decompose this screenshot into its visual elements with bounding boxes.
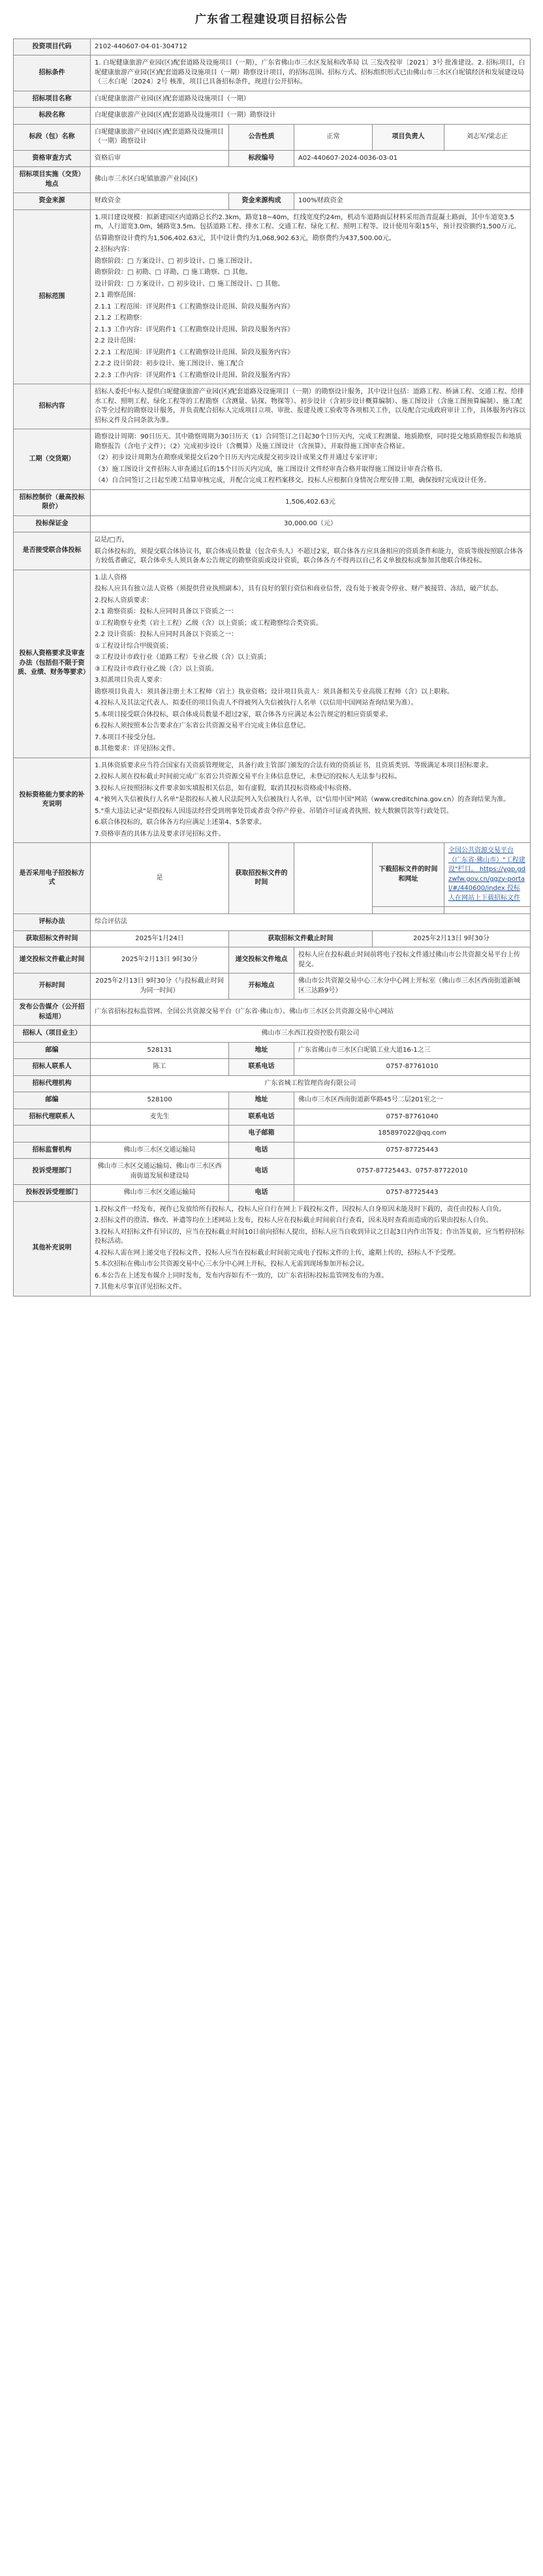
scope-value xyxy=(91,209,531,384)
scope-para: 2.招标内容： xyxy=(95,246,134,254)
notes-para: 7.资格审查的具体方法及要求详见招标文件。 xyxy=(95,830,225,838)
notice-type-value: 正常 xyxy=(294,124,373,150)
duration-para: （3）施工图设计文件招标人审查通过后的15个日历天内完成，施工图设计文件经审查合格并取得施工图设计审查合格书。 xyxy=(95,465,447,473)
ticket-value: 佛山市三水区交通运输局 xyxy=(91,1185,229,1202)
eligibility-para: ①工程设计综合甲级资质； xyxy=(95,642,172,650)
ticket-label: 投标投诉受理部门 xyxy=(14,1185,91,1202)
submit-value: 2025年2月13日 9时30分 xyxy=(91,947,229,974)
scope-para: 2.2.3 工作内容：详见附件1《工程勘察设计范围、阶段及服务内容》 xyxy=(95,371,294,379)
agent-zip-value: 528100 xyxy=(91,1092,229,1109)
notes-para: 2.投标人须在投标截止时间前完成广东省公共资源交易平台主体信息登记，未登记的投标人无法参与投标。 xyxy=(95,773,401,781)
scope-para: 2.2.2 设计阶段：初步设计、施工图设计、施工配合 xyxy=(95,360,244,368)
row-section xyxy=(14,124,531,150)
row-owner xyxy=(14,1026,531,1043)
funding-ratio-value: 100%财政资金 xyxy=(294,193,531,210)
other-para: 4.投标人需在网上递交电子投标文件，投标人应当在投标截止时间前完成电子投标文件的上传，逾期上传的，招标人不予受理。 xyxy=(95,1249,460,1257)
agent-email-row-blank xyxy=(91,1126,229,1142)
project-name-label: 招标项目名称 xyxy=(14,91,91,108)
eligibility-para: 勘察项目负责人：须具备注册土木工程师（岩土）执业资格；设计项目负责人：须具备相关专业高级工程师（含）以上职称。 xyxy=(95,688,454,696)
duration-label: 工期（交货期） xyxy=(14,429,91,490)
page-title: 广东省工程建设项目招标公告 xyxy=(195,13,348,26)
eligibility-para: 2.2 设计资质：投标人应同时具备以下资质之一： xyxy=(95,631,238,639)
agent-email-row-label xyxy=(14,1126,91,1142)
notes-para: 4."被列入失信被执行人名单"是指投标人被人民法院列入失信被执行人名单，以"信用中国"网站（www.creditchina.gov.cn）的查询结果为准。 xyxy=(95,796,510,804)
max-price-label: 招标控制价（最高投标限价） xyxy=(14,489,91,515)
scope-para: 2.2 设计范围： xyxy=(95,337,140,345)
row-funding xyxy=(14,193,531,210)
row-get-time xyxy=(14,930,531,947)
funding-value: 财政资金 xyxy=(91,193,229,210)
row-project-name xyxy=(14,91,531,108)
row-qualify xyxy=(14,150,531,167)
content-value: 招标人委托中标人提供白坭健康旅游产业园(区)配套道路及设施项目（一期）的勘察设计服务，其中设计包括：道路工程、桥涵工程、交通工程、给排水工程、照明工程、绿化工程等的工程勘察（含测量、钻探、物探等）、初步设计（含初步设计概算编制）、施工图设计（含施工图预算编制）、施工配合等全过程的勘察设计服务，并负责配合招标人完成项目立项、审批、报建及竣工验收等各项相关工作，以及配合完成政府审计工作，具体服务内容以招标文件及合同条款为准。 xyxy=(91,384,531,429)
opening-label: 开标时间 xyxy=(14,974,91,1000)
row-supervise xyxy=(14,1142,531,1159)
tender-name-value: 白坭健康旅游产业园(区)配套道路及设施项目（一期）勘察设计 xyxy=(91,108,531,125)
get-docs-label: 获取招投标文件的时间 xyxy=(229,843,294,914)
row-other xyxy=(14,1201,531,1296)
project-leader-label: 项目负责人 xyxy=(373,124,444,150)
supervise-tel-value: 0757-87725443 xyxy=(294,1142,531,1159)
row-duration xyxy=(14,429,531,490)
consortium-value xyxy=(91,532,531,570)
complaint-value: 佛山市三水区交通运输局、佛山市三水区西南街道发展和建设局 xyxy=(91,1159,229,1185)
eligibility-para: 7.本项目不接受分包。 xyxy=(95,733,160,741)
duration-para: （4）自合同签订之日起至竣工结算审核完成，并配合完成工程档案移交。投标人应根据自身情况合理安排工期，确保按时完成设计任务。 xyxy=(95,477,491,485)
supervise-value: 佛山市三水区交通运输局 xyxy=(91,1142,229,1159)
scope-para: 2.1.3 工作内容：详见附件1《工程勘察设计范围、阶段及服务内容》 xyxy=(95,326,294,333)
eligibility-para: 5.本项目接受联合体投标，联合体成员数量不超过2家，联合体各方应满足本公告规定的相应资质要求。 xyxy=(95,711,392,718)
agent-zip-label: 邮编 xyxy=(14,1092,91,1109)
opening-place-value: 佛山市公共资源交易中心三水分中心网上开标室（佛山市三水区西南街道新城区三达路9号） xyxy=(294,974,531,1000)
supervise-label: 招标监督机构 xyxy=(14,1142,91,1159)
download-method-label xyxy=(373,907,444,914)
project-code-label: 投资项目代码 xyxy=(14,38,91,55)
qualify-value: 资格后审 xyxy=(91,150,229,167)
owner-zip-label: 邮编 xyxy=(14,1042,91,1059)
tender-name-label: 标段名称 xyxy=(14,108,91,125)
notes-para: 3.投标人应按照招标文件要求如实填报相关信息，如有虚假，取消其投标资格或中标资格。 xyxy=(95,784,356,792)
eligibility-para: 投标人应具有独立法人资格（须提供营业执照副本），具有良好的银行资信和商业信誉，没有处于被责令停业、财产被接管、冻结，破产状态。 xyxy=(95,585,503,593)
download-label: 下载招标文件的时间和网址 xyxy=(373,843,444,907)
section-label: 标段（包）名称 xyxy=(14,124,91,150)
scope-para: 2.1 勘察范围： xyxy=(95,292,140,299)
row-submit xyxy=(14,947,531,974)
eligibility-para: 6.投标人须按照本公告要求在广东省公共资源交易平台完成主体信息登记。 xyxy=(95,722,310,730)
submit-place-label: 递交投标文件地点 xyxy=(229,947,294,974)
row-max-price xyxy=(14,489,531,515)
download-link[interactable]: 全国公共资源交易平台（广东省·佛山市）"工程建设"栏目。 https://ygp.gdzwfw.gov.cn/ggzy-portal/#/440600/index 投标人在网站上下载招标文件 xyxy=(448,847,526,902)
ticket-tel-label: 电话 xyxy=(229,1185,294,1202)
eligibility-para: 2.投标人资质要求： xyxy=(95,596,153,604)
scope-para: 设计阶段：□ 方案设计、□ 初步设计、□ 施工图设计、□ 其他。 xyxy=(95,280,285,288)
other-value xyxy=(91,1201,531,1296)
consortium-label: 是否接受联合体投标 xyxy=(14,532,91,570)
other-para: 6.本公告在上述发布媒介上同时发布，发布内容如有不一致的，以广东省招标投标监管网发布的为准。 xyxy=(95,1272,388,1280)
max-price-value: 1,506,402.63元 xyxy=(91,489,531,515)
other-label: 其他补充说明 xyxy=(14,1201,91,1296)
scope-label: 招标范围 xyxy=(14,209,91,384)
complaint-tel-label: 电话 xyxy=(229,1159,294,1185)
row-notes xyxy=(14,758,531,843)
scope-para: 勘察阶段：□ 方案设计、□ 初步设计、□ 施工图设计。 xyxy=(95,257,256,265)
supervise-tel-label: 电话 xyxy=(229,1142,294,1159)
project-name-value: 白坭健康旅游产业园(区)配套道路及设施项目（一期） xyxy=(91,91,531,108)
conditions-value: 1. 白坭健康旅游产业园(区)配套道路及设施项目（一期），广东省佛山市三水区发展和改革局 以 三发改投审〔2021〕3号 批准建设。2. 招标项目，白坭健康旅游产业园(区)配套道路及设施项目（一期）勘察设计项目，的招标范围、招标方式、招标组织形式已由佛山市三水区白坭镇经济和发展建设局（三水白坭〔2024〕2号 核准，项目已具备招标条件，现进行公开招标。 xyxy=(91,55,531,91)
row-agent-email xyxy=(14,1126,531,1142)
scope-para: 2.1.1 工程范围：详见附件1《工程勘察设计范围、阶段及服务内容》 xyxy=(95,303,294,311)
eligibility-para: 1.法人资格 xyxy=(95,574,127,581)
bond-value: 30,000.00（元） xyxy=(91,515,531,532)
eligibility-label: 投标人资格要求及审查办法（包括但不限于资质、业绩、财务等要求） xyxy=(14,570,91,758)
location-value: 佛山市三水区白坭镇旅游产业园(区) xyxy=(91,167,531,193)
qualify-label: 资格审查方式 xyxy=(14,150,91,167)
row-agent xyxy=(14,1075,531,1092)
evaluation-label: 评标办法 xyxy=(14,914,91,931)
eligibility-para: 4.投标人及其法定代表人、拟委任的项目负责人不得被列入失信被执行人名单（以信用中国网站查询结果为准）。 xyxy=(95,699,418,707)
scope-para: 2.1.2 工程勘察： xyxy=(95,314,146,322)
row-consortium xyxy=(14,532,531,570)
submit-label: 递交投标文件截止时间 xyxy=(14,947,91,974)
notes-value xyxy=(91,758,531,843)
section-name: 白坭健康旅游产业园(区)配套道路及设施项目（一期）勘察设计 xyxy=(91,124,229,150)
other-para: 2.招标文件的澄清、修改、补遗等均在上述网站上发布，投标人应在投标截止时间前自行查看，因未及时查看而造成的后果由投标人自负。 xyxy=(95,1217,493,1225)
publish-label: 发布公告媒介（公开招标适用） xyxy=(14,1000,91,1026)
owner-tel-label: 联系电话 xyxy=(229,1059,294,1076)
owner-person-label: 招标人联系人 xyxy=(14,1059,91,1076)
agent-person-label: 招标代理联系人 xyxy=(14,1109,91,1126)
duration-value xyxy=(91,429,531,490)
download-method-value xyxy=(444,907,531,914)
consortium-para: ☑是/□否， xyxy=(95,536,129,544)
eligibility-para: ③工程设计市政行业乙级（含）以上资质。 xyxy=(95,665,218,673)
agent-tel-value: 0757-87761040 xyxy=(294,1109,531,1126)
notes-para: 1.具体资质要求应当符合国家有关资质管理规定，具备行政主管部门颁发的合法有效的资质证书，且资质类别、等级满足本项目招标要求。 xyxy=(95,761,493,769)
scope-para: 估算勘察设计费约为1,506,402.63元，其中设计费约为1,068,902.63元，勘察费约为437,500.00元。 xyxy=(95,234,396,242)
content-label: 招标内容 xyxy=(14,384,91,429)
other-para: 5.本次招标在佛山市公共资源交易中心三水分中心网上开标，投标人无需到现场参加开标会议。 xyxy=(95,1261,369,1268)
eligibility-para: 8.其他要求：详见招标文件。 xyxy=(95,745,179,753)
opening-value: 2025年2月13日 9时30分（与投标截止时间为同一时间） xyxy=(91,974,229,1000)
funding-ratio-label: 资金来源构成 xyxy=(229,193,294,210)
scope-para: 2.2.1 工程范围：详见附件1《工程勘察设计范围、阶段及服务内容》 xyxy=(95,348,294,356)
owner-value: 佛山市三水西江投资控股有限公司 xyxy=(91,1026,531,1043)
row-tender-name xyxy=(14,108,531,125)
agent-value: 广东省城工程管理咨询有限公司 xyxy=(91,1075,531,1092)
project-leader-value: 刘志军/梁志正 xyxy=(444,124,531,150)
publish-value: 广东省招标投标监管网、全国公共资源交易平台（广东省·佛山市）、佛山市三水区公共资源交易中心网站 xyxy=(91,1000,531,1026)
notice-type-label: 公告性质 xyxy=(229,124,294,150)
eligibility-para: 3.拟派项目负责人要求： xyxy=(95,677,166,684)
consortium-para: 联合体投标的，须提交联合体协议书，联合体成员数量（包含牵头人）不超过2家，联合体各方应具备相应的资质条件和能力，资质等级按照联合体各方较低者确定，联合体牵头人须具备本公告规定的勘察资质或设计资质，联合体各方不得再以自己名义单独投标或参加其他联合体投标。 xyxy=(95,547,523,565)
section-code-label: 标段编号 xyxy=(229,150,294,167)
download-value xyxy=(444,843,531,907)
agent-tel-label: 联系电话 xyxy=(229,1109,294,1126)
complaint-label: 投诉受理部门 xyxy=(14,1159,91,1185)
row-evaluation xyxy=(14,914,531,931)
location-label: 招标项目实施（交货）地点 xyxy=(14,167,91,193)
conditions-label: 招标条件 xyxy=(14,55,91,91)
owner-addr-value: 广东省佛山市三水区白坭镇工业大道16-1之三 xyxy=(294,1042,531,1059)
evaluation-value: 综合评估法 xyxy=(91,914,531,931)
bond-label: 投标保证金 xyxy=(14,515,91,532)
owner-tel-value: 0757-87761010 xyxy=(294,1059,531,1076)
electronic-label: 是否采用电子招投标方式 xyxy=(14,843,91,914)
row-eligibility xyxy=(14,570,531,758)
owner-person-value: 陈工 xyxy=(91,1059,229,1076)
row-ticket xyxy=(14,1185,531,1202)
agent-addr-label: 地址 xyxy=(229,1092,294,1109)
electronic-value: 是 xyxy=(91,843,229,914)
get-time-label: 获取招标文件时间 xyxy=(14,930,91,947)
row-owner-addr xyxy=(14,1042,531,1059)
duration-para: （2）初步设计周期为在勘察成果提交后20个日历天内完成提交初步设计成果文件并通过专家评审； xyxy=(95,454,382,462)
eligibility-para: ①工程勘察专业类（岩土工程）乙级（含）以上资质；或工程勘察综合类资质。 xyxy=(95,619,322,627)
row-electronic xyxy=(14,843,531,907)
duration-para: 勘察设计周期：90日历天。其中勘察周期为30日历天（1）合同签订之日起30个日历天内，完成工程测量、地质勘察，同时提交地质勘察报告和地质勘察报告（含电子文件）；（2）完成初步设计（含概算）及施工图设计（含预算），并取得施工图审查合格证。 xyxy=(95,433,522,450)
row-complaint xyxy=(14,1159,531,1185)
row-content xyxy=(14,384,531,429)
complaint-tel-value: 0757-87725443、0757-87722010 xyxy=(294,1159,531,1185)
notice-table xyxy=(13,38,531,1296)
agent-person-value: 麦先生 xyxy=(91,1109,229,1126)
row-project-code xyxy=(14,38,531,55)
scope-para: 勘察阶段：□ 初勘、□ 详勘、□ 施工勘察、□ 其他。 xyxy=(95,269,252,277)
funding-label: 资金来源 xyxy=(14,193,91,210)
agent-addr-value: 佛山市三水区西南街道新华路45号二层201室之一 xyxy=(294,1092,531,1109)
notes-para: 5."重大违法记录"是指投标人因违法经营受到刑事处罚或者责令停产停业、吊销许可证或者执照、较大数额罚款等行政处罚。 xyxy=(95,807,453,815)
ticket-tel-value: 0757-87725443 xyxy=(294,1185,531,1202)
eligibility-para: 2.1 勘察资质：投标人应同时具备以下资质之一： xyxy=(95,608,238,616)
agent-label: 招标代理机构 xyxy=(14,1075,91,1092)
project-code-value: 2102-440607-04-01-304712 xyxy=(91,38,531,55)
eligibility-para: ②工程设计市政行业（道路工程）专业乙级（含）以上资质； xyxy=(95,654,270,662)
notes-label: 投标资格能力要求的补充说明 xyxy=(14,758,91,843)
submit-place-value: 投标人应在投标截止时间前将电子投标文件通过佛山市公共资源交易平台上传提交。 xyxy=(294,947,531,974)
row-scope xyxy=(14,209,531,384)
owner-label: 招标人（项目业主） xyxy=(14,1026,91,1043)
row-publish xyxy=(14,1000,531,1026)
row-agent-addr xyxy=(14,1092,531,1109)
row-agent-contact xyxy=(14,1109,531,1126)
other-para: 1.投标文件一经发布，视作已发放给所有投标人，投标人应自行在网上下载投标文件，因投标人自身原因未能及时下载的，责任由投标人自负。 xyxy=(95,1205,506,1213)
row-opening xyxy=(14,974,531,1000)
row-conditions xyxy=(14,55,531,91)
owner-zip-value: 528131 xyxy=(91,1042,229,1059)
scope-para: 1.项目建设规模：拟新建园区内道路总长约2.3km，路宽18~40m，红线宽度约24m，机动车道路面层材料采用沥青混凝土路面，其中车道宽3.5m，人行道宽3.0m，辅路宽3.5m。包括道路工程、排水工程、交通工程、绿化工程、照明工程等。设计使用年限15年，预计投资额约1,500万元。 xyxy=(95,213,521,231)
other-para: 7.其他未尽事宜详见招标文件。 xyxy=(95,1283,186,1291)
other-para: 3.投标人对招标文件有异议的，应当在投标截止时间10日前向招标人提出，招标人应当自收到异议之日起3日内作出答复；作出答复前，应当暂停招标投标活动。 xyxy=(95,1228,525,1246)
opening-place-label: 开标地点 xyxy=(229,974,294,1000)
agent-email-value[interactable]: 185897022@qq.com xyxy=(294,1126,531,1142)
agent-email-label: 电子邮箱 xyxy=(229,1126,294,1142)
row-bond xyxy=(14,515,531,532)
get-docs-value xyxy=(294,843,373,914)
eligibility-value xyxy=(91,570,531,758)
get-time-start: 2025年1月24日 xyxy=(91,930,229,947)
owner-addr-label: 地址 xyxy=(229,1042,294,1059)
row-owner-contact xyxy=(14,1059,531,1076)
row-location xyxy=(14,167,531,193)
section-code-value: A02-440607-2024-0036-03-01 xyxy=(294,150,531,167)
notes-para: 6.联合体投标的，联合体各方均应满足上述第4、5条要求。 xyxy=(95,819,266,827)
get-time-end-label: 获取招标文件截止时间 xyxy=(229,930,373,947)
get-time-end: 2025年2月13日 9时30分 xyxy=(373,930,531,947)
